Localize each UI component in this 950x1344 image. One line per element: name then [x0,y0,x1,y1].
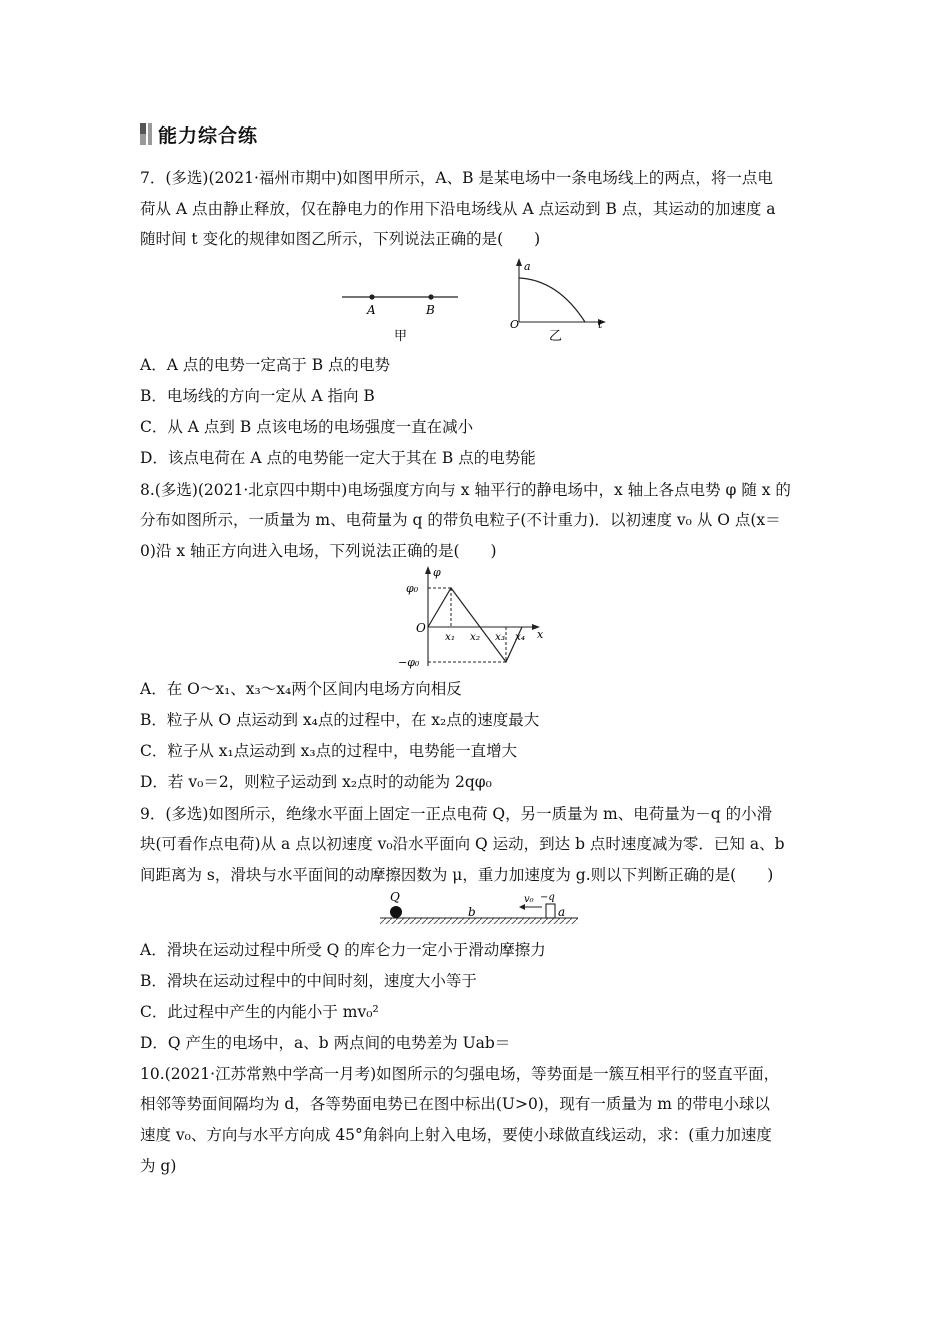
slider-block [546,904,555,918]
section-marker-secondary [148,123,152,145]
section-title: 能力综合练 [158,124,259,147]
q7-option-b: B．电场线的方向一定从 A 指向 B [140,387,375,405]
q8-line-1: 8.(多选)(2021·北京四中期中)电场强度方向与 x 轴平行的静电场中，x 轴上各点电势 φ 随 x 的 [140,481,791,499]
label-jia: 甲 [394,329,408,344]
section-header [140,120,258,148]
x2-label: x₂ [470,631,481,643]
axis-a-label: a [524,260,531,273]
a-label: a [558,905,566,919]
phi-label: φ [433,566,441,579]
q7-figure [330,256,620,346]
negq-label: −q [540,892,555,903]
label-yi: 乙 [549,329,563,344]
q10-line-1: 10.(2021·江苏常熟中学高一月考)如图所示的匀强电场，等势面是一簇互相平行的竖直平面， [140,1065,780,1083]
point-b [428,294,433,299]
q10-line-3: 速度 v₀、方向与水平方向成 45°角斜向上射入电场，要使小球做直线运动，求：(重力加速度 [140,1126,772,1144]
q7-line-3: 随时间 t 变化的规律如图乙所示，下列说法正确的是( ) [140,230,541,248]
x4-label: x₄ [515,631,526,643]
q7-option-a: A．A 点的电势一定高于 B 点的电势 [140,356,391,374]
q9-option-c: C．此过程中产生的内能小于 mv₀² [140,1003,379,1021]
q7-option-d: D．该点电荷在 A 点的电势能一定大于其在 B 点的电势能 [140,449,536,467]
section-marker [140,123,146,145]
q9-line-1: 9．(多选)如图所示，绝缘水平面上固定一正点电荷 Q，另一质量为 m、电荷量为－q 的小滑 [140,805,773,823]
a-t-curve [519,278,585,322]
q8-option-b: B．粒子从 O 点运动到 x₄点的过程中，在 x₂点的速度最大 [140,711,540,729]
q9-line-2: 块(可看作点电荷)从 a 点以初速度 v₀沿水平面向 Q 运动，到达 b 点时速度减为零．已知 a、b [140,835,785,853]
q-label: Q [390,890,400,904]
q9-line-3: 间距离为 s，滑块与水平面间的动摩擦因数为 μ，重力加速度为 g.则以下判断正确的是( ) [140,866,774,884]
q7-line-1: 7．(多选)(2021·福州市期中)如图甲所示，A、B 是某电场中一条电场线上的两点，将一点电 [140,169,773,187]
axis-y-arrow [516,258,522,266]
ground-hatch [380,918,578,924]
point-a [369,294,374,299]
phi-x-curve [428,588,522,662]
x1-label: x₁ [445,631,456,643]
q7-option-c: C．从 A 点到 B 点该电场的电场强度一直在减小 [140,418,474,436]
axis-origin: O [510,318,520,331]
phi-axis-arrow [425,566,431,574]
q9-figure [378,890,584,928]
charge-q [390,906,402,918]
q8-line-2: 分布如图所示，一质量为 m、电荷量为 q 的带负电粒子(不计重力)．以初速度 v₀ 从 O 点(x＝ [140,511,781,529]
b-label: b [468,905,476,919]
x-label: x [537,628,544,641]
q8-figure [386,562,558,670]
neg-phi0-label: −φ₀ [398,656,420,669]
q8-option-a: A．在 O～x₁、x₃～x₄两个区间内电场方向相反 [140,680,462,698]
q9-option-a: A．滑块在运动过程中所受 Q 的库仑力一定小于滑动摩擦力 [140,941,546,959]
q10-line-4: 为 g) [140,1157,177,1175]
q10-line-2: 相邻等势面间隔均为 d，各等势面电势已在图中标出(U>0)，现有一质量为 m 的带电小球以 [140,1095,770,1113]
origin-label: O [416,621,426,635]
q8-option-d: D．若 v₀＝2，则粒子运动到 x₂点时的动能为 2qφ₀ [140,773,492,791]
label-b: B [426,303,435,317]
q8-line-3: 0)沿 x 轴正方向进入电场，下列说法正确的是( ) [140,542,497,560]
v0-label: v₀ [524,894,534,905]
x3-label: x₃ [495,631,506,643]
q8-option-c: C．粒子从 x₁点运动到 x₃点的过程中，电势能一直增大 [140,742,518,760]
axis-t-label: t [598,318,603,331]
q9-option-b: B．滑块在运动过程中的中间时刻，速度大小等于 [140,972,477,990]
q7-line-2: 荷从 A 点由静止释放，仅在静电力的作用下沿电场线从 A 点运动到 B 点，其运动的加速度 a [140,200,776,218]
q9-option-d: D．Q 产生的电场中，a、b 两点间的电势差为 Uab＝ [140,1034,511,1052]
label-a: A [367,303,376,317]
phi0-label: φ₀ [406,582,419,595]
